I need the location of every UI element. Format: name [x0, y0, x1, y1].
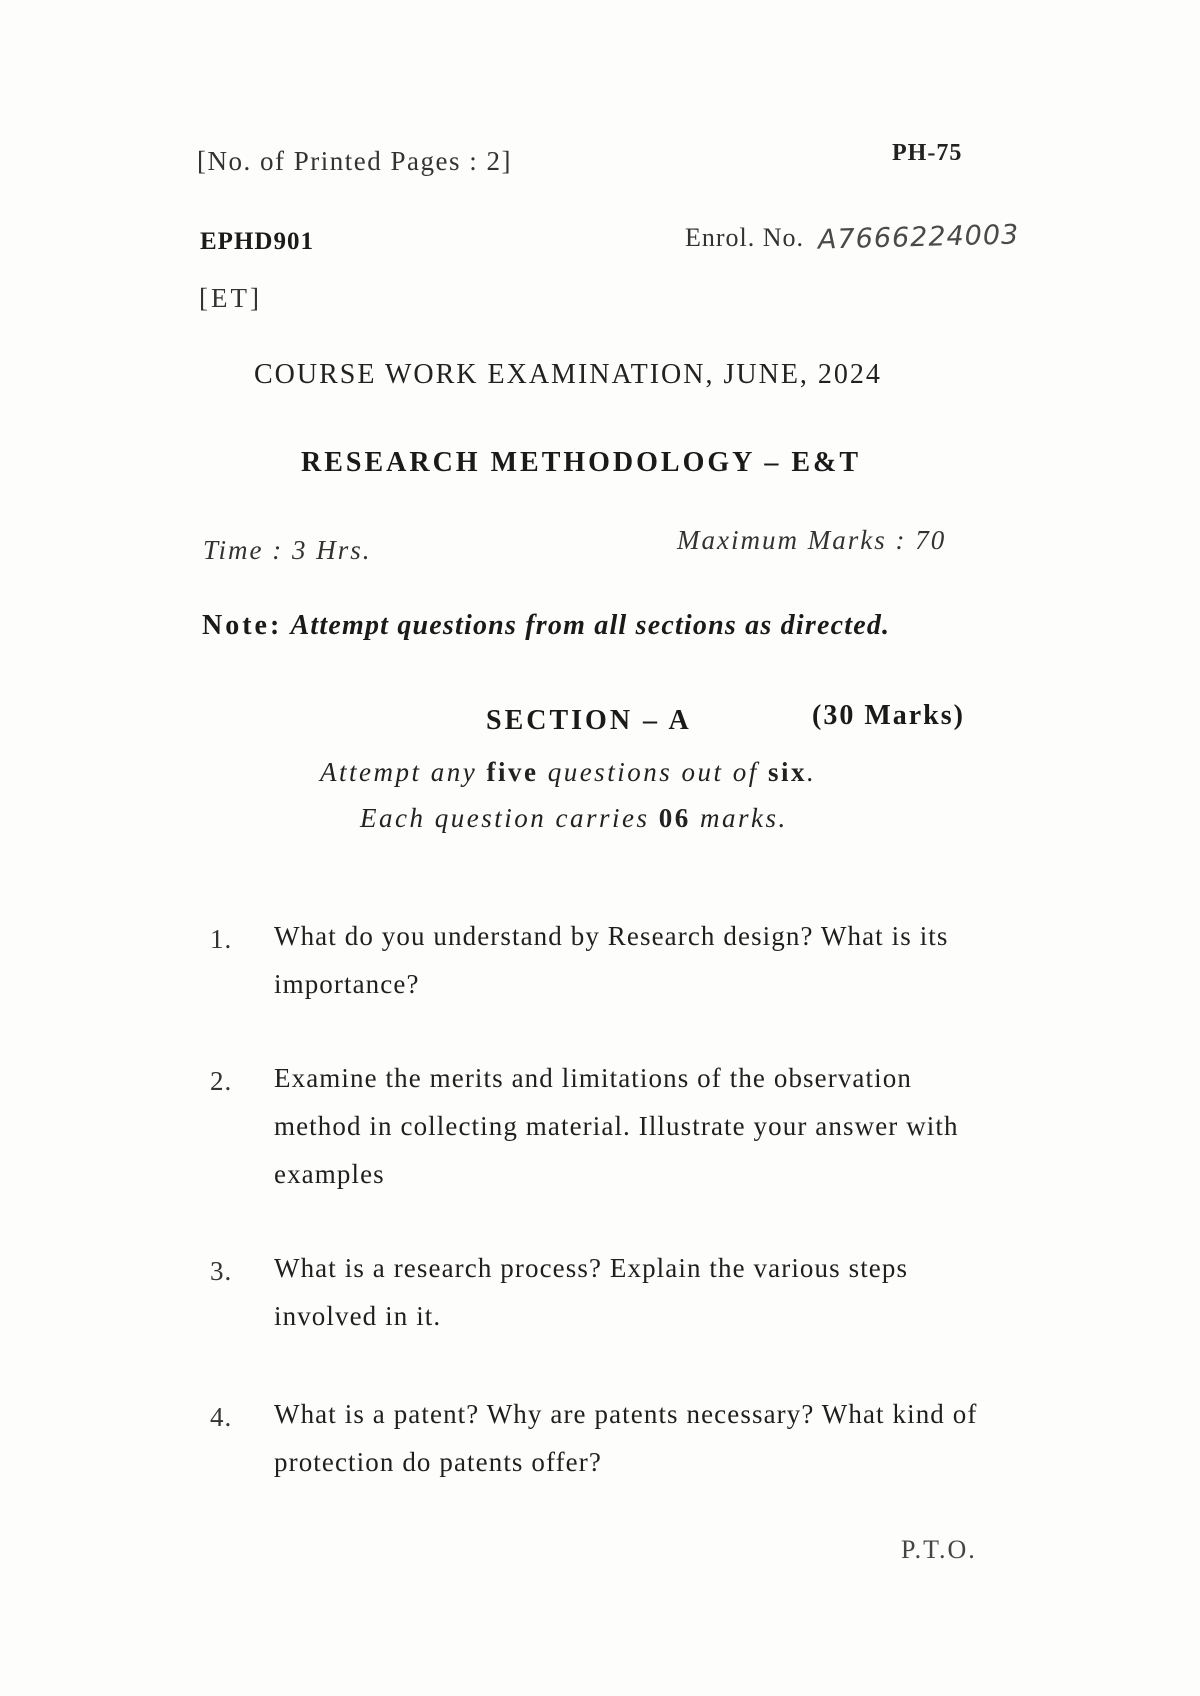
question-text: What is a patent? Why are patents necessary? What kind of protection do patents offer? [274, 1399, 978, 1477]
enrolment-field [685, 219, 1020, 256]
question-number: 2. [210, 1066, 233, 1096]
exam-time: Time : 3 Hrs. [203, 535, 372, 565]
note-label: Note: [202, 610, 283, 641]
subject-title: RESEARCH METHODOLOGY – E&T [301, 447, 862, 478]
printed-pages-note: [No. of Printed Pages : 2] [197, 146, 512, 176]
note-text: Attempt questions from all sections as directed. [290, 610, 891, 641]
paper-code: PH-75 [892, 140, 963, 166]
question-text: What do you understand by Research design? What is its importance? [274, 921, 949, 999]
section-instruction-attempt: Attempt any five questions out of six. [320, 757, 817, 787]
section-a-heading: SECTION – A [486, 705, 692, 736]
question-number: 1. [210, 924, 233, 954]
question-text: Examine the merits and limitations of the observation method in collecting material. Illustrate your answer with examples [274, 1063, 959, 1189]
exam-title: COURSE WORK EXAMINATION, JUNE, 2024 [254, 359, 882, 390]
question-text: What is a research process? Explain the various steps involved in it. [274, 1253, 909, 1331]
question-number: 3. [210, 1256, 233, 1286]
enrolment-number-handwritten: A7666224003 [817, 219, 1020, 256]
question-number: 4. [210, 1402, 233, 1432]
stream-code: [ET] [199, 283, 262, 313]
section-a-marks: (30 Marks) [812, 700, 965, 731]
maximum-marks: Maximum Marks : 70 [677, 525, 947, 555]
course-code: EPHD901 [200, 228, 314, 255]
enrolment-label: Enrol. No. [685, 223, 805, 252]
section-instruction-marks: Each question carries 06 marks. [360, 803, 788, 833]
exam-note [202, 610, 890, 642]
please-turn-over: P.T.O. [901, 1535, 977, 1564]
